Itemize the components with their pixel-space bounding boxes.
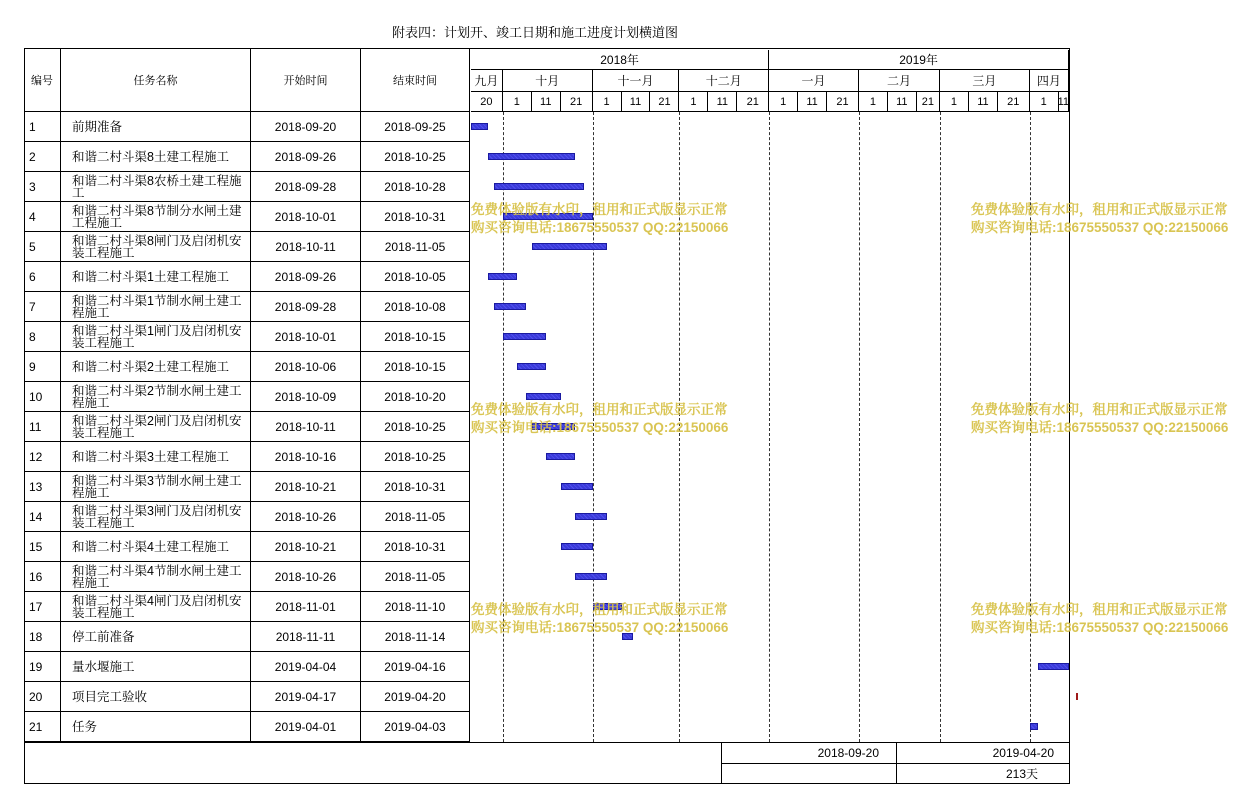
gantt-bar [488,273,517,280]
day-header: 11 [532,92,561,112]
task-start: 2018-09-28 [251,292,361,322]
task-end: 2019-04-16 [361,652,470,682]
task-id: 20 [24,682,61,712]
task-id: 5 [24,232,61,262]
month-header: 二月 [859,70,940,92]
task-start: 2019-04-17 [251,682,361,712]
day-header: 21 [650,92,679,112]
day-header: 1 [1030,92,1059,112]
task-end: 2018-10-25 [361,412,470,442]
task-id: 1 [24,112,61,142]
table-row [24,202,470,232]
task-end: 2018-10-05 [361,262,470,292]
month-header: 一月 [769,70,859,92]
gantt-bar [494,303,526,310]
table-row [24,292,470,322]
footer-start-date: 2018-09-20 [817,745,879,760]
task-name: 前期准备 [61,112,251,142]
gantt-bar [517,363,546,370]
task-end: 2018-10-15 [361,352,470,382]
task-id: 16 [24,562,61,592]
task-name: 和谐二村斗渠3闸门及启闭机安装工程施工 [61,502,251,532]
task-start: 2018-10-21 [251,472,361,502]
task-end: 2019-04-20 [361,682,470,712]
task-name: 量水堰施工 [61,652,251,682]
task-start: 2019-04-04 [251,652,361,682]
task-id: 11 [24,412,61,442]
day-header: 1 [679,92,708,112]
table-row [24,382,470,412]
table-row [24,232,470,262]
table-row [24,592,470,622]
footer-end-date: 2019-04-20 [992,745,1054,760]
day-header: 11 [708,92,737,112]
gantt-bar [494,183,584,190]
task-start: 2018-09-26 [251,142,361,172]
task-end: 2018-10-20 [361,382,470,412]
table-row [24,622,470,652]
task-start: 2018-09-28 [251,172,361,202]
task-start: 2018-11-11 [251,622,361,652]
task-name: 和谐二村斗渠8农桥土建工程施工 [61,172,251,202]
task-end: 2018-11-10 [361,592,470,622]
gantt-bar [532,243,607,250]
gantt-bar [1038,663,1069,670]
watermark: 免费体验版有水印，租用和正式版显示正常 购买咨询电话:18675550537 QQ:22150066 [971,602,1229,635]
table-row [24,142,470,172]
table-row [24,652,470,682]
task-id: 2 [24,142,61,172]
day-header: 11 [969,92,998,112]
task-end: 2018-11-05 [361,232,470,262]
task-name: 和谐二村斗渠3节制水闸土建工程施工 [61,472,251,502]
table-row [24,502,470,532]
day-header: 1 [940,92,969,112]
task-start: 2018-10-26 [251,562,361,592]
month-gridline [769,112,770,742]
day-header: 21 [561,92,593,112]
day-header: 1 [859,92,888,112]
table-row [24,472,470,502]
task-end: 2018-10-15 [361,322,470,352]
gantt-bar [488,153,575,160]
task-start: 2018-10-11 [251,232,361,262]
task-id: 3 [24,172,61,202]
task-name: 和谐二村斗渠4闸门及启闭机安装工程施工 [61,592,251,622]
month-header: 十一月 [593,70,680,92]
task-start: 2018-10-06 [251,352,361,382]
table-row [24,712,470,742]
header-start: 开始时间 [251,48,361,112]
task-end: 2018-11-05 [361,502,470,532]
task-name: 和谐二村斗渠8节制分水闸土建工程施工 [61,202,251,232]
task-id: 4 [24,202,61,232]
watermark: 免费体验版有水印，租用和正式版显示正常 购买咨询电话:18675550537 QQ:22150066 [471,602,729,635]
table-row [24,442,470,472]
month-header: 九月 [471,70,503,92]
gantt-bar [546,453,575,460]
table-row [24,172,470,202]
task-start: 2018-11-01 [251,592,361,622]
day-header: 11 [798,92,827,112]
task-name: 和谐二村斗渠3土建工程施工 [61,442,251,472]
day-header: 21 [737,92,769,112]
task-name: 任务 [61,712,251,742]
day-header: 21 [827,92,859,112]
table-row [24,322,470,352]
watermark: 免费体验版有水印，租用和正式版显示正常 购买咨询电话:18675550537 QQ:22150066 [971,202,1229,235]
task-name: 和谐二村斗渠2土建工程施工 [61,352,251,382]
month-header: 十二月 [679,70,769,92]
task-id: 14 [24,502,61,532]
task-id: 7 [24,292,61,322]
table-row [24,412,470,442]
task-start: 2018-09-20 [251,112,361,142]
day-header: 11 [888,92,917,112]
day-header: 21 [998,92,1030,112]
task-id: 13 [24,472,61,502]
day-header: 1 [769,92,798,112]
month-header: 四月 [1030,70,1069,92]
table-row [24,562,470,592]
watermark: 免费体验版有水印，租用和正式版显示正常 购买咨询电话:18675550537 QQ:22150066 [471,202,729,235]
task-end: 2018-10-08 [361,292,470,322]
task-name: 和谐二村斗渠4土建工程施工 [61,532,251,562]
task-start: 2018-10-26 [251,502,361,532]
gantt-bar [575,513,607,520]
task-end: 2018-10-31 [361,472,470,502]
day-header: 1 [503,92,532,112]
gantt-bar [1076,693,1078,700]
day-header: 11 [1059,92,1069,112]
task-start: 2018-09-26 [251,262,361,292]
gantt-bar [561,543,593,550]
task-end: 2019-04-03 [361,712,470,742]
footer-duration: 213天 [1005,767,1038,781]
gantt-bar [1030,723,1039,730]
month-header: 十月 [503,70,593,92]
month-gridline [859,112,860,742]
task-start: 2018-10-16 [251,442,361,472]
task-start: 2018-10-09 [251,382,361,412]
watermark: 免费体验版有水印，租用和正式版显示正常 购买咨询电话:18675550537 QQ:22150066 [471,402,729,435]
header-name: 任务名称 [61,48,251,112]
month-header: 三月 [940,70,1030,92]
task-name: 和谐二村斗渠2闸门及启闭机安装工程施工 [61,412,251,442]
task-name: 和谐二村斗渠1节制水闸土建工程施工 [61,292,251,322]
chart-title: 附表四：计划开、竣工日期和施工进度计划横道图 [391,25,678,40]
day-header: 11 [622,92,651,112]
task-id: 12 [24,442,61,472]
table-row [24,352,470,382]
task-start: 2018-10-01 [251,322,361,352]
task-name: 和谐二村斗渠8土建工程施工 [61,142,251,172]
task-id: 21 [24,712,61,742]
task-name: 和谐二村斗渠1闸门及启闭机安装工程施工 [61,322,251,352]
year-header: 2018年 [471,50,769,70]
table-row [24,112,470,142]
task-start: 2018-10-01 [251,202,361,232]
table-row [24,262,470,292]
task-end: 2018-10-31 [361,202,470,232]
header-end: 结束时间 [361,48,470,112]
table-row [24,532,470,562]
task-start: 2018-10-21 [251,532,361,562]
gantt-bar [561,483,593,490]
task-end: 2018-11-05 [361,562,470,592]
gantt-bar [471,123,488,130]
task-id: 19 [24,652,61,682]
task-start: 2019-04-01 [251,712,361,742]
task-end: 2018-10-25 [361,442,470,472]
year-header: 2019年 [769,50,1069,70]
day-header: 20 [471,92,503,112]
task-id: 15 [24,532,61,562]
month-gridline [940,112,941,742]
task-id: 9 [24,352,61,382]
day-header: 21 [917,92,940,112]
header-id: 编号 [24,48,61,112]
task-name: 和谐二村斗渠2节制水闸土建工程施工 [61,382,251,412]
task-end: 2018-10-31 [361,532,470,562]
task-name: 和谐二村斗渠4节制水闸土建工程施工 [61,562,251,592]
task-id: 18 [24,622,61,652]
task-id: 6 [24,262,61,292]
task-name: 和谐二村斗渠8闸门及启闭机安装工程施工 [61,232,251,262]
task-end: 2018-11-14 [361,622,470,652]
task-id: 17 [24,592,61,622]
table-row [24,682,470,712]
task-end: 2018-10-25 [361,142,470,172]
task-id: 8 [24,322,61,352]
watermark: 免费体验版有水印，租用和正式版显示正常 购买咨询电话:18675550537 QQ:22150066 [971,402,1229,435]
day-header: 1 [593,92,622,112]
task-end: 2018-10-28 [361,172,470,202]
task-start: 2018-10-11 [251,412,361,442]
task-name: 停工前准备 [61,622,251,652]
gantt-bar [575,573,607,580]
task-id: 10 [24,382,61,412]
task-name: 项目完工验收 [61,682,251,712]
gantt-bar [503,333,546,340]
task-name: 和谐二村斗渠1土建工程施工 [61,262,251,292]
gantt-bar [526,393,561,400]
task-end: 2018-09-25 [361,112,470,142]
